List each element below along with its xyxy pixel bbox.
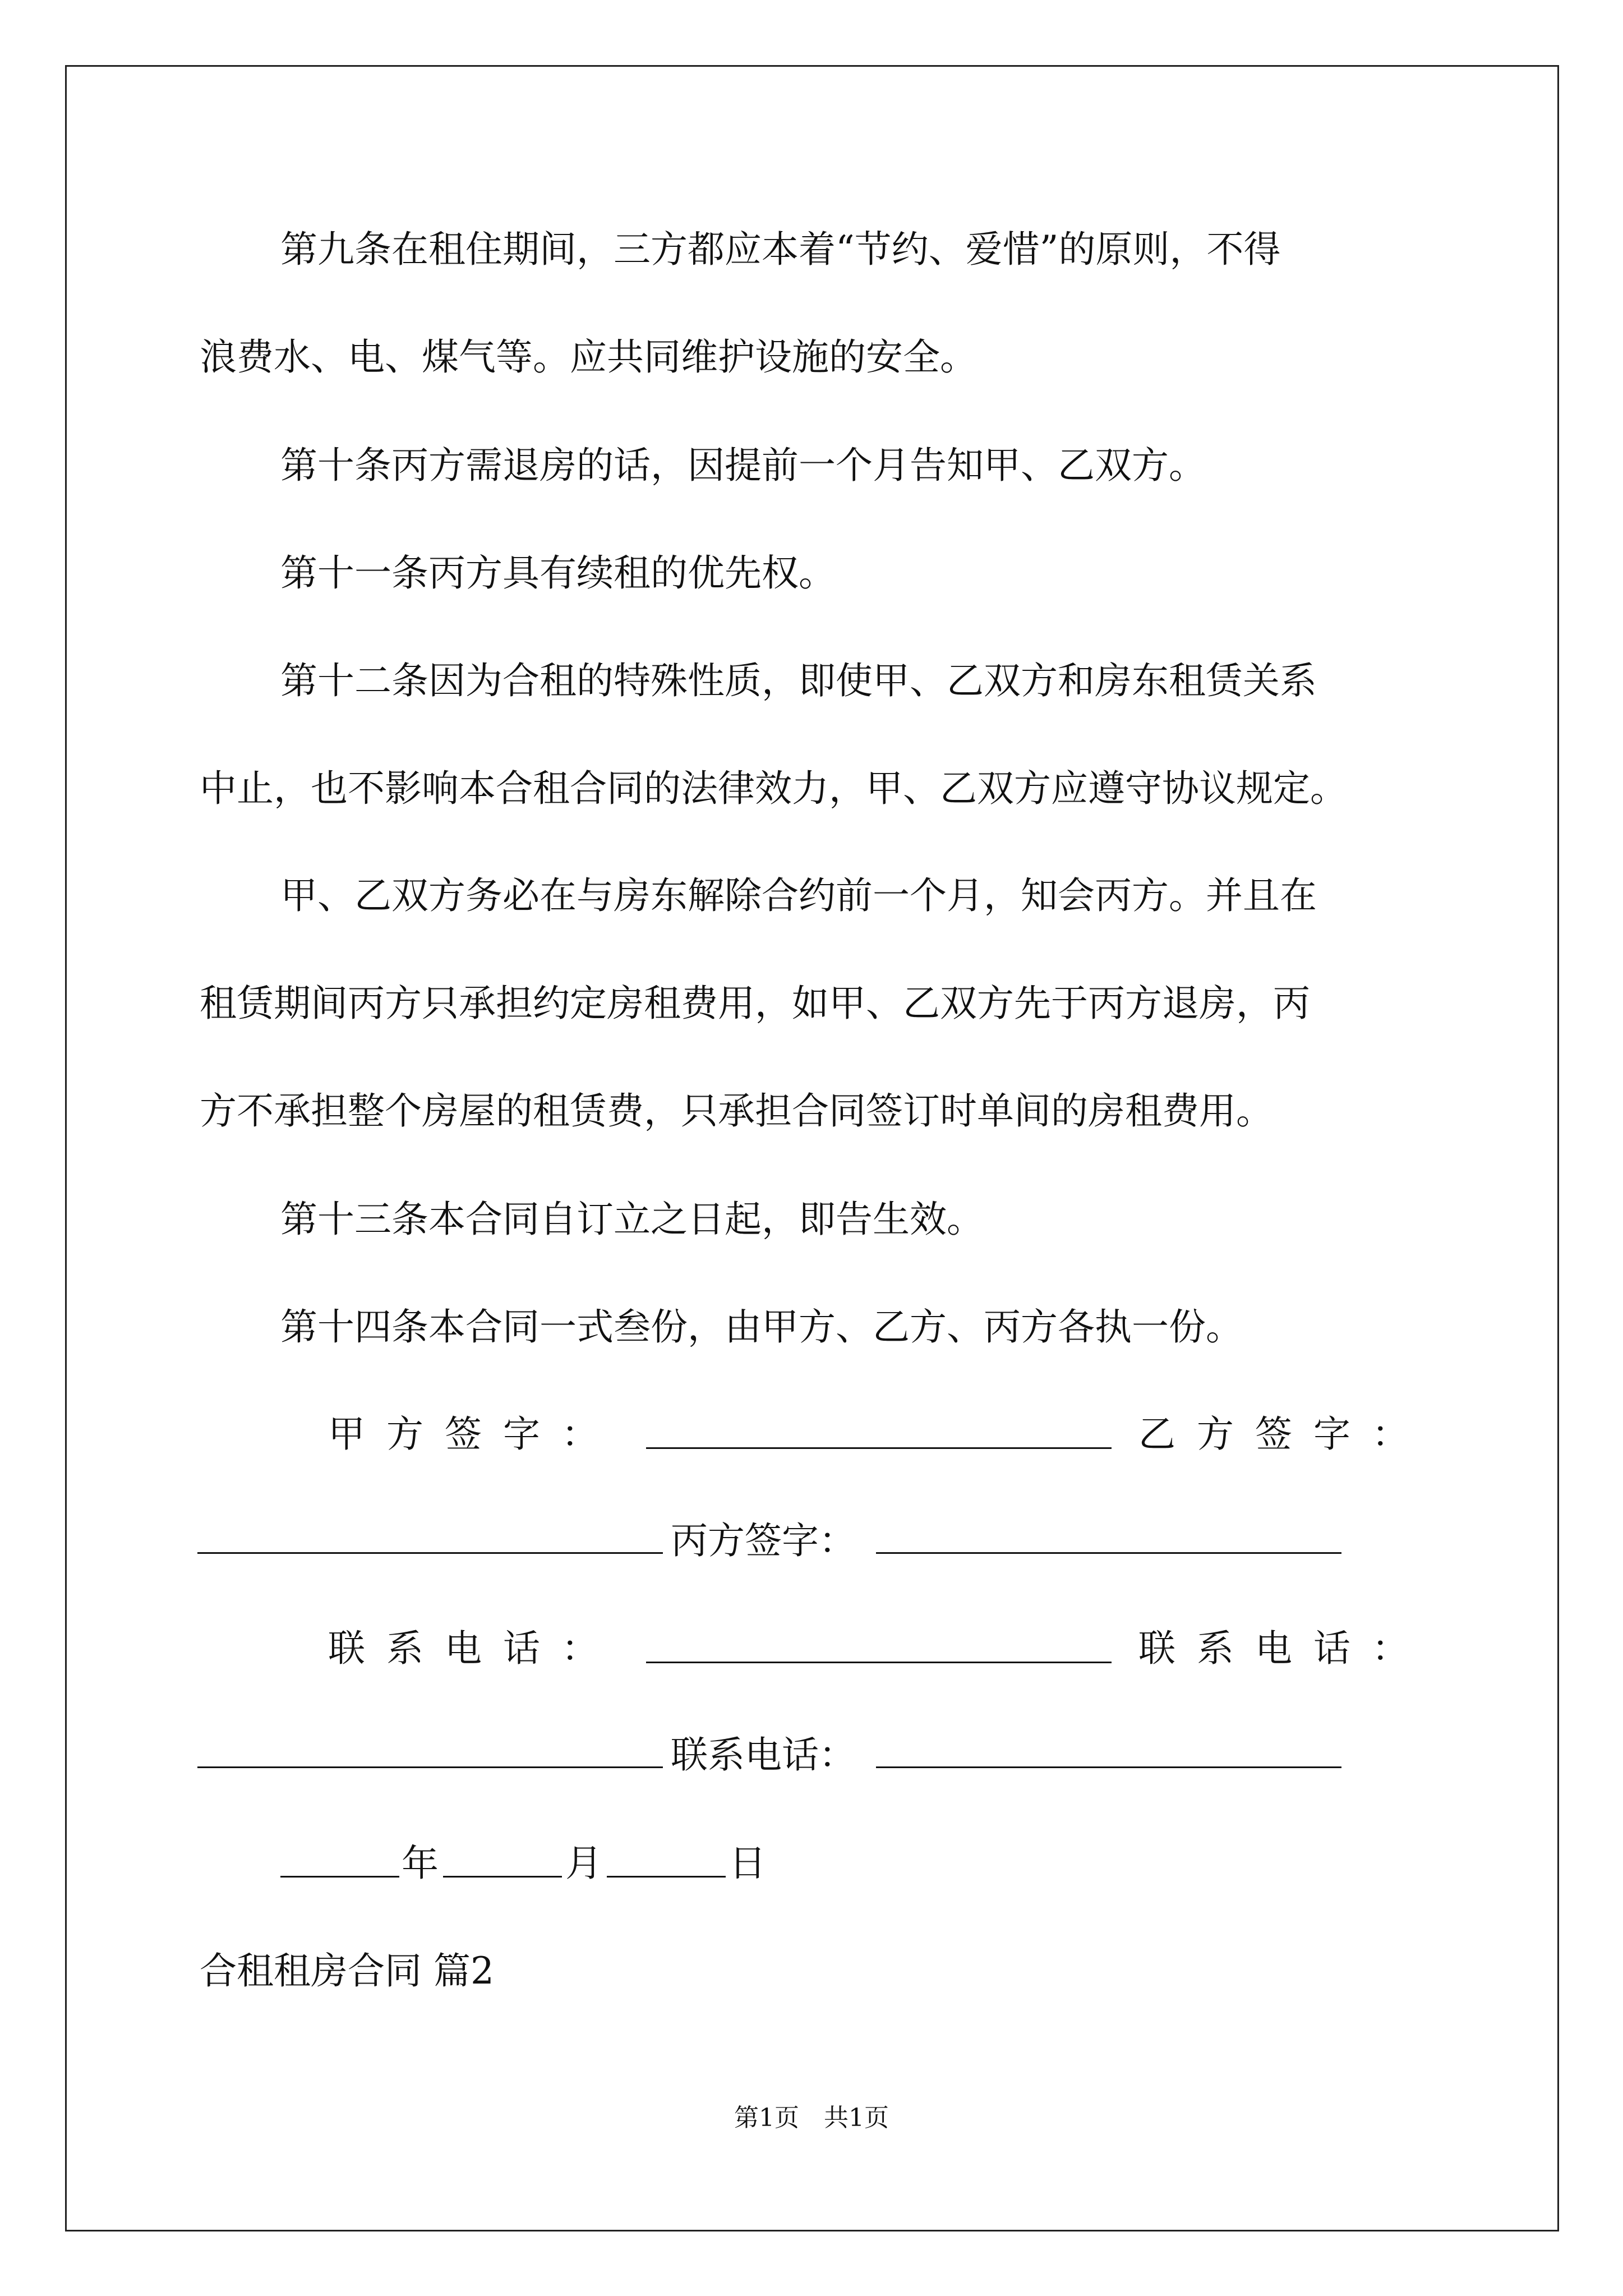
article-14: 第十四条本合同一式叁份，由甲方、乙方、丙方各执一份。 <box>280 1305 1243 1349</box>
date-month-label: 月 <box>565 1842 602 1885</box>
article-9-line-2: 浪费水、电、煤气等。应共同维护设施的安全。 <box>200 335 977 379</box>
article-9-line-1: 第九条在租住期间，三方都应本着“节约、爱惜”的原则，不得 <box>280 228 1281 271</box>
article-12-line-1: 第十二条因为合租的特殊性质，即使甲、乙双方和房东租赁关系 <box>280 659 1317 702</box>
party-b-signature-label: 乙方签字： <box>1138 1412 1430 1456</box>
section-heading: 合租租房合同 篇2 <box>200 1949 494 1993</box>
date-month-blank[interactable] <box>443 1843 562 1878</box>
article-13: 第十三条本合同自订立之日起，即告生效。 <box>280 1198 984 1241</box>
party-c-phone-blank[interactable] <box>876 1734 1341 1768</box>
party-c-signature-blank[interactable] <box>876 1520 1341 1554</box>
article-12-line-2: 中止，也不影响本合租合同的法律效力，甲、乙双方应遵守协议规定。 <box>200 767 1347 810</box>
party-a-signature-blank[interactable] <box>646 1415 1112 1449</box>
party-c-signature-label: 丙方签字： <box>671 1519 856 1562</box>
party-c-phone-label: 联系电话： <box>671 1733 856 1777</box>
notice-line-2: 租赁期间丙方只承担约定房租费用，如甲、乙双方先于丙方退房，丙 <box>200 982 1310 1025</box>
party-b-phone-label: 联系电话： <box>1138 1627 1430 1670</box>
article-10: 第十条丙方需退房的话，因提前一个月告知甲、乙双方。 <box>280 444 1206 487</box>
party-b-phone-blank[interactable] <box>197 1734 663 1768</box>
page-footer: 第1页 共1页 <box>734 2104 889 2132</box>
notice-line-3: 方不承担整个房屋的租赁费，只承担合同签订时单间的房租费用。 <box>200 1089 1273 1133</box>
date-year-blank[interactable] <box>280 1843 399 1878</box>
party-a-phone-label: 联系电话： <box>328 1627 620 1670</box>
party-a-phone-blank[interactable] <box>646 1629 1112 1663</box>
date-day-label: 日 <box>729 1842 766 1885</box>
page-frame <box>65 65 1559 2231</box>
party-b-signature-blank[interactable] <box>197 1520 663 1554</box>
notice-line-1: 甲、乙双方务必在与房东解除合约前一个月，知会丙方。并且在 <box>280 874 1317 917</box>
party-a-signature-label: 甲方签字： <box>328 1412 620 1456</box>
article-11: 第十一条丙方具有续租的优先权。 <box>280 551 836 595</box>
date-year-label: 年 <box>402 1842 439 1885</box>
date-day-blank[interactable] <box>607 1843 726 1878</box>
